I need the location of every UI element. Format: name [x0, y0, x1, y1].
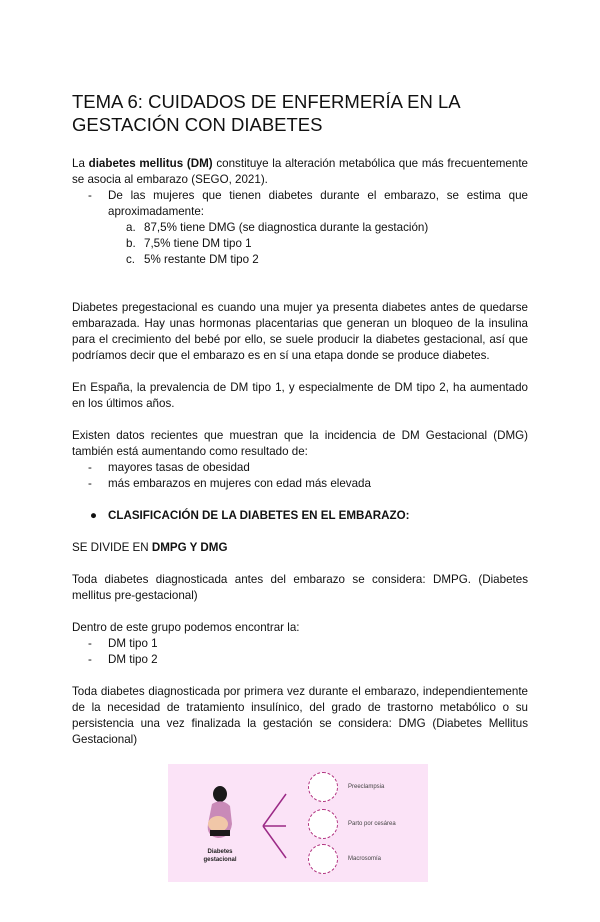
list-item: [88, 476, 528, 492]
list-item: [88, 460, 528, 476]
dash-marker: -: [88, 477, 92, 490]
list-item: [88, 636, 528, 652]
pregnant-woman-icon: [208, 786, 232, 838]
paragraph: [72, 540, 528, 556]
figure-item-label: Parto por cesárea: [348, 821, 396, 827]
figure-item-label: Macrosomía: [348, 856, 382, 862]
dash-marker: -: [88, 189, 92, 202]
arrows-icon: [263, 794, 286, 858]
marker: b.: [126, 237, 136, 250]
marker: a.: [126, 221, 136, 234]
list-text: 87,5% tiene DMG (se diagnostica durante la gestación): [144, 221, 429, 234]
dash-marker: -: [88, 653, 92, 666]
list-text: 7,5% tiene DM tipo 1: [144, 237, 252, 250]
section-heading: [90, 508, 528, 524]
list-item: [88, 652, 528, 668]
heart-icon: [308, 772, 338, 802]
list-text: DM tipo 1: [108, 637, 158, 650]
bullet-icon: ●: [90, 509, 98, 522]
list-text: mayores tasas de obesidad: [108, 461, 250, 474]
list-item: [126, 236, 528, 252]
paragraph: Diabetes pregestacional es cuando una mujer ya presenta diabetes antes de quedarse embarazada. Hay unas hormonas placentarias que generan un bloqueo de la insulina para el crecimiento del bebé por ello, se suele producir la diabetes gestacional, así que podríamos decir que el embarazo es en sí una etapa donde se produce diabetes.: [72, 301, 528, 362]
paragraph: En España, la prevalencia de DM tipo 1, y especialmente de DM tipo 2, ha aumentado en los últimos años.: [72, 381, 528, 410]
list-text: más embarazos en mujeres con edad más elevada: [108, 477, 371, 490]
list-item: [88, 188, 528, 220]
paragraph: Dentro de este grupo podemos encontrar la:: [72, 621, 300, 634]
list-text: DM tipo 2: [108, 653, 158, 666]
baby-delivery-icon: [308, 809, 338, 839]
heading-text: CLASIFICACIÓN DE LA DIABETES EN EL EMBARAZO:: [108, 509, 410, 522]
baby-scale-icon: [308, 844, 338, 874]
dash-marker: -: [88, 637, 92, 650]
paragraph: Existen datos recientes que muestran que la incidencia de DM Gestacional (DMG) también está aumentando como resultado de:: [72, 429, 528, 458]
list-item: [126, 220, 528, 236]
paragraph: Toda diabetes diagnosticada antes del embarazo se considera: DMPG. (Diabetes mellitus pre-gestacional): [72, 573, 528, 602]
bold-term: diabetes mellitus (DM): [88, 157, 213, 170]
diabetes-gestacional-figure: [168, 764, 428, 882]
marker: c.: [126, 253, 136, 266]
paragraph-intro: [72, 156, 528, 188]
document-body: [72, 0, 528, 922]
paragraph: Toda diabetes diagnosticada por primera vez durante el embarazo, independientemente de la necesidad de tratamiento insulínico, del grado de trastorno metabólico o su persistencia una vez finalizada la gestación se considera: DMG (Diabetes Mellitus Gestacional): [72, 685, 528, 746]
figure-item-label: Preeclampsia: [348, 784, 385, 790]
list-item: [126, 252, 528, 268]
list-text: 5% restante DM tipo 2: [144, 253, 259, 266]
bold-term: DMPG Y DMG: [151, 541, 228, 554]
text: constituye la alteración metabólica que más frecuentemente se asocia al embarazo (SEGO, 2021).: [72, 157, 528, 186]
text: La: [72, 157, 89, 170]
dash-marker: -: [88, 461, 92, 474]
list-text: De las mujeres que tienen diabetes durante el embarazo, se estima que aproximadamente:: [108, 189, 528, 218]
figure-center-label: Diabetes gestacional: [203, 849, 237, 863]
page-title: TEMA 6: CUIDADOS DE ENFERMERÍA EN LA GESTACIÓN CON DIABETES: [72, 91, 460, 135]
text: SE DIVIDE EN: [72, 541, 152, 554]
